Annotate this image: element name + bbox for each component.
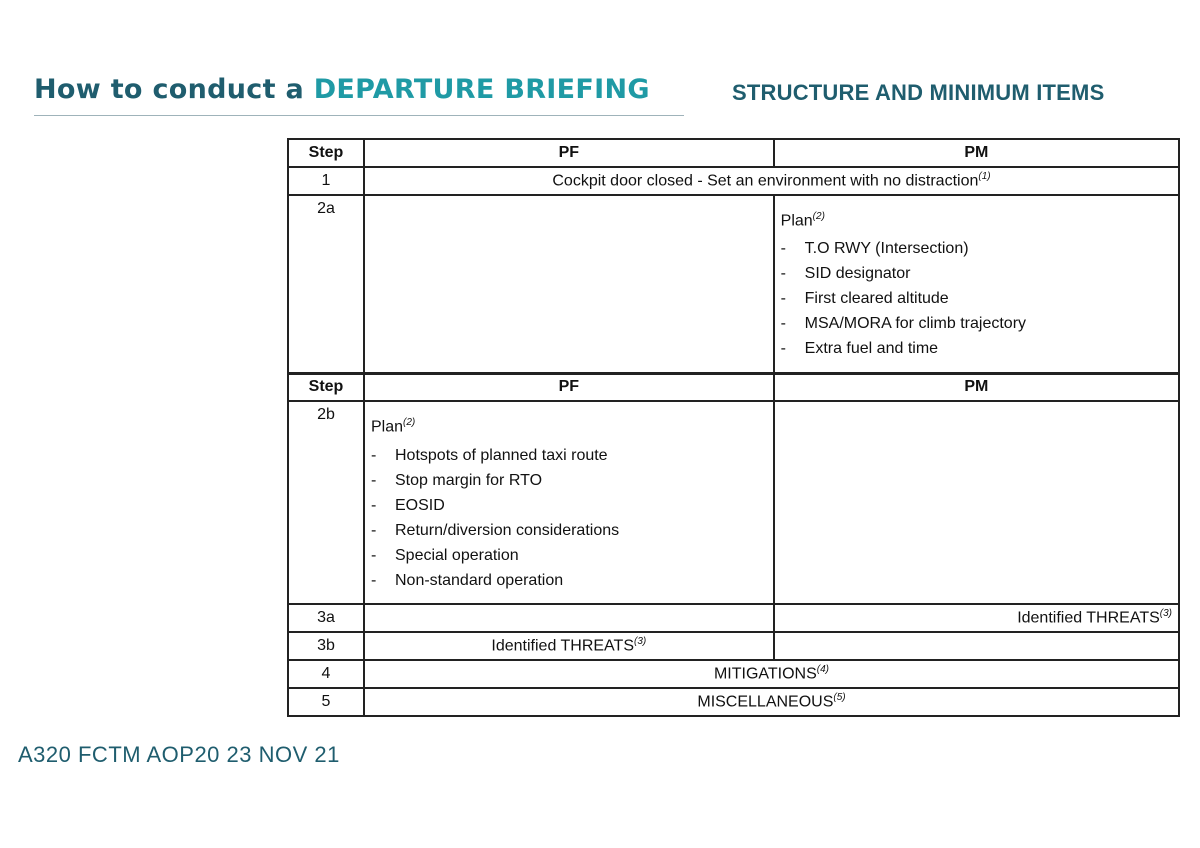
step-cell: 3a — [288, 604, 364, 632]
row4-text-cell — [364, 660, 1179, 688]
list-item-text: Non-standard operation — [395, 571, 564, 589]
list-item — [781, 236, 1172, 261]
row3a-note: (3) — [1159, 608, 1172, 620]
plan-note: (2) — [812, 211, 825, 223]
title-highlight: DEPARTURE BRIEFING — [313, 74, 650, 105]
bullet-dash: - — [371, 571, 377, 589]
row1-text-cell — [364, 167, 1179, 195]
list-item — [371, 518, 767, 543]
header-pf: PF — [364, 373, 774, 401]
row3b-pf-cell — [364, 632, 774, 660]
row1-text: Cockpit door closed - Set an environment with no distraction — [552, 172, 979, 190]
list-item-text: First cleared altitude — [804, 290, 949, 308]
list-item-text: EOSID — [395, 496, 445, 514]
briefing-table — [287, 138, 1180, 717]
list-item-text: SID designator — [804, 265, 911, 283]
list-item — [781, 311, 1172, 336]
list-item — [371, 493, 767, 518]
bullet-dash: - — [780, 290, 786, 308]
row3a-text: Identified THREATS — [1017, 609, 1160, 627]
row2b-pf-cell — [364, 401, 774, 604]
row5-text: MISCELLANEOUS — [697, 693, 834, 711]
bullet-dash: - — [780, 265, 786, 283]
row3b-text: Identified THREATS — [491, 637, 634, 655]
title-underline — [34, 115, 684, 116]
row2a-pf-cell — [364, 195, 774, 373]
row3a-pf-cell — [364, 604, 774, 632]
step-cell: 4 — [288, 660, 364, 688]
table-row-1 — [288, 167, 1179, 195]
list-item — [371, 468, 767, 493]
header-row — [288, 139, 1179, 167]
row5-note: (5) — [833, 692, 846, 704]
plan-list — [781, 236, 1172, 361]
list-item-text: Extra fuel and time — [804, 340, 939, 358]
table-row-5 — [288, 688, 1179, 716]
bullet-dash: - — [780, 315, 786, 333]
list-item-text: Stop margin for RTO — [395, 471, 543, 489]
bullet-dash: - — [371, 546, 377, 564]
header-pm: PM — [774, 373, 1179, 401]
row4-note: (4) — [816, 664, 830, 676]
row2a-pm-cell — [774, 195, 1179, 373]
list-item-text: Special operation — [395, 546, 519, 564]
list-item-text: MSA/MORA for climb trajectory — [804, 315, 1027, 333]
list-item — [781, 261, 1172, 286]
title-prefix: How to conduct a — [34, 74, 314, 105]
source-reference: A320 FCTM AOP20 23 NOV 21 — [18, 742, 340, 767]
step-cell: 2a — [288, 195, 364, 373]
list-item-text: Hotspots of planned taxi route — [395, 446, 608, 464]
header-pm: PM — [774, 139, 1179, 167]
page-subtitle: STRUCTURE AND MINIMUM ITEMS — [732, 80, 1105, 105]
list-item — [371, 543, 767, 568]
header-pf: PF — [364, 139, 774, 167]
row3a-pm-cell — [774, 604, 1179, 632]
bullet-dash: - — [371, 471, 377, 489]
list-item — [781, 336, 1172, 361]
list-item-text: T.O RWY (Intersection) — [804, 240, 969, 258]
table-row-3b — [288, 632, 1179, 660]
row5-text-cell — [364, 688, 1179, 716]
step-cell: 2b — [288, 401, 364, 604]
bullet-dash: - — [780, 240, 786, 258]
plan-label: Plan — [371, 418, 404, 436]
page-title — [34, 74, 650, 105]
row1-note: (1) — [978, 171, 991, 183]
row2b-pm-cell — [774, 401, 1179, 604]
list-item — [371, 443, 767, 468]
bullet-dash: - — [780, 340, 786, 358]
list-item-text: Return/diversion considerations — [395, 521, 620, 539]
plan-list — [371, 443, 767, 593]
step-cell: 3b — [288, 632, 364, 660]
header-step: Step — [288, 139, 364, 167]
table-row-2b — [288, 401, 1179, 604]
row3b-pm-cell — [774, 632, 1179, 660]
header-row-repeat — [288, 373, 1179, 401]
plan-label: Plan — [780, 212, 813, 230]
list-item — [371, 568, 767, 593]
row3b-note: (3) — [633, 636, 647, 648]
bullet-dash: - — [371, 446, 377, 464]
bullet-dash: - — [371, 496, 377, 514]
row4-text: MITIGATIONS — [713, 665, 817, 683]
step-cell: 5 — [288, 688, 364, 716]
bullet-dash: - — [371, 521, 377, 539]
table-row-3a — [288, 604, 1179, 632]
list-item — [781, 286, 1172, 311]
table-row-4 — [288, 660, 1179, 688]
table-row-2a — [288, 195, 1179, 373]
plan-note: (2) — [403, 417, 416, 429]
header-step: Step — [288, 373, 364, 401]
step-cell: 1 — [288, 167, 364, 195]
